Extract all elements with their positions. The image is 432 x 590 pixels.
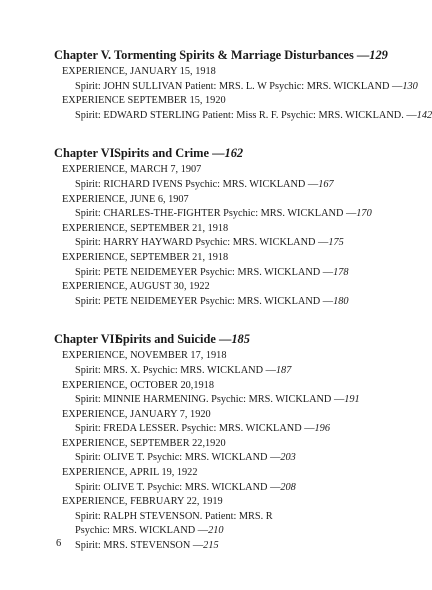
- spirit-entry: [54, 481, 394, 496]
- spirit-entry-text: Spirit: MINNIE HARMENING. Psychic: MRS. WICKLAND —: [75, 394, 345, 406]
- chapter-page-number: 162: [224, 146, 244, 161]
- spirit-entry: [54, 422, 394, 437]
- spirit-entry-text: Spirit: CHARLES-THE-FIGHTER Psychic: MRS. WICKLAND —: [75, 208, 357, 220]
- spirit-page-number: 142: [416, 109, 432, 121]
- spirit-page-number: 196: [314, 423, 330, 435]
- spirit-entry-text: Spirit: PETE NEIDEMEYER Psychic: MRS. WICKLAND —: [75, 295, 334, 307]
- spirit-entry-text: Spirit: FREDA LESSER. Psychic: MRS. WICKLAND —: [75, 423, 315, 435]
- chapter-title: Spirits and Crime —: [114, 146, 225, 161]
- experience-entry: EXPERIENCE, SEPTEMBER 22,1920: [62, 437, 226, 449]
- spirit-entry: [54, 295, 394, 310]
- chapter-number: Chapter V.: [54, 48, 112, 62]
- spirit-entry-text: Spirit: MRS. STEVENSON —: [75, 540, 204, 552]
- spirit-entry: [54, 393, 394, 408]
- spirit-page-number: 175: [328, 237, 344, 249]
- spirit-entry: [54, 451, 394, 466]
- spirit-page-number: 178: [333, 266, 349, 278]
- spirit-entry: [54, 109, 432, 124]
- chapter-page-number: 129: [369, 48, 388, 62]
- spirit-entry: [54, 539, 394, 554]
- spirit-page-number: 180: [333, 295, 349, 307]
- experience-entry: EXPERIENCE, APRIL 19, 1922: [62, 467, 198, 479]
- spirit-page-number: 130: [402, 80, 418, 92]
- spirit-entry: [54, 510, 394, 525]
- spirit-entry-text: Spirit: RICHARD IVENS Psychic: MRS. WICKLAND —: [75, 178, 319, 190]
- spirit-entry: [54, 178, 394, 193]
- spirit-entry-text: Spirit: OLIVE T. Psychic: MRS. WICKLAND —: [75, 481, 281, 493]
- chapter-title: Tormenting Spirits & Marriage Disturbances —: [114, 48, 370, 62]
- experience-entry: EXPERIENCE, FEBRUARY 22, 1919: [62, 496, 223, 508]
- spirit-entry: [54, 524, 394, 539]
- spirit-entry-text: Spirit: MRS. X. Psychic: MRS. WICKLAND —: [75, 364, 276, 376]
- spirit-entry: [54, 236, 394, 251]
- spirit-entry-text: Spirit: JOHN SULLIVAN Patient: MRS. L. W Psychic: MRS. WICKLAND —: [75, 80, 403, 92]
- chapter-heading: [54, 145, 394, 161]
- spirit-page-number: 167: [318, 178, 334, 190]
- experience-entry: EXPERIENCE, MARCH 7, 1907: [62, 164, 202, 176]
- spirit-page-number: 170: [356, 208, 372, 220]
- spirit-entry: [54, 207, 394, 222]
- spirit-page-number: 187: [275, 364, 292, 376]
- spirit-entry-text: Spirit: OLIVE T. Psychic: MRS. WICKLAND —: [75, 452, 281, 464]
- spirit-entry-text: Psychic: MRS. WICKLAND —: [75, 525, 209, 537]
- chapter-heading: [54, 47, 394, 63]
- spirit-page-number: 203: [280, 452, 296, 464]
- experience-entry: EXPERIENCE, OCTOBER 20,1918: [62, 379, 214, 391]
- spirit-entry-text: Spirit: RALPH STEVENSON. Patient: MRS. R: [75, 510, 273, 522]
- spirit-entry: [54, 364, 394, 379]
- spirit-page-number: 215: [203, 540, 219, 552]
- experience-entry: EXPERIENCE, NOVEMBER 17, 1918: [62, 350, 227, 362]
- spirit-entry-text: Spirit: HARRY HAYWARD Psychic: MRS. WICKLAND —: [75, 237, 329, 249]
- experience-entry: EXPERIENCE, JANUARY 15, 1918: [62, 66, 216, 77]
- chapter-title: Spirits and Suicide —: [116, 332, 232, 347]
- table-of-contents: [54, 47, 432, 554]
- chapter-number: Chapter VI.: [54, 146, 118, 161]
- experience-entry: EXPERIENCE, JUNE 6, 1907: [62, 193, 189, 205]
- experience-entry: EXPERIENCE, SEPTEMBER 21, 1918: [62, 251, 229, 263]
- chapter-page-number: 185: [231, 332, 250, 347]
- experience-entry: EXPERIENCE SEPTEMBER 15, 1920: [62, 95, 226, 107]
- experience-entry: EXPERIENCE, SEPTEMBER 21, 1918: [62, 222, 229, 234]
- chapter-number: Chapter VII.: [54, 332, 123, 347]
- spirit-entry: [54, 80, 418, 95]
- spirit-entry-text: Spirit: EDWARD STERLING Patient: Miss R. F. Psychic: MRS. WICKLAND. —: [75, 109, 417, 121]
- spirit-page-number: 210: [208, 525, 224, 537]
- experience-entry: EXPERIENCE, JANUARY 7, 1920: [62, 408, 211, 420]
- page-number: 6: [56, 538, 62, 549]
- spirit-page-number: 191: [344, 394, 360, 406]
- spirit-entry: [54, 266, 394, 281]
- chapter-heading: [54, 331, 394, 347]
- spirit-page-number: 208: [280, 481, 296, 493]
- spirit-entry-text: Spirit: PETE NEIDEMEYER Psychic: MRS. WICKLAND —: [75, 266, 334, 278]
- experience-entry: EXPERIENCE, AUGUST 30, 1922: [62, 281, 210, 293]
